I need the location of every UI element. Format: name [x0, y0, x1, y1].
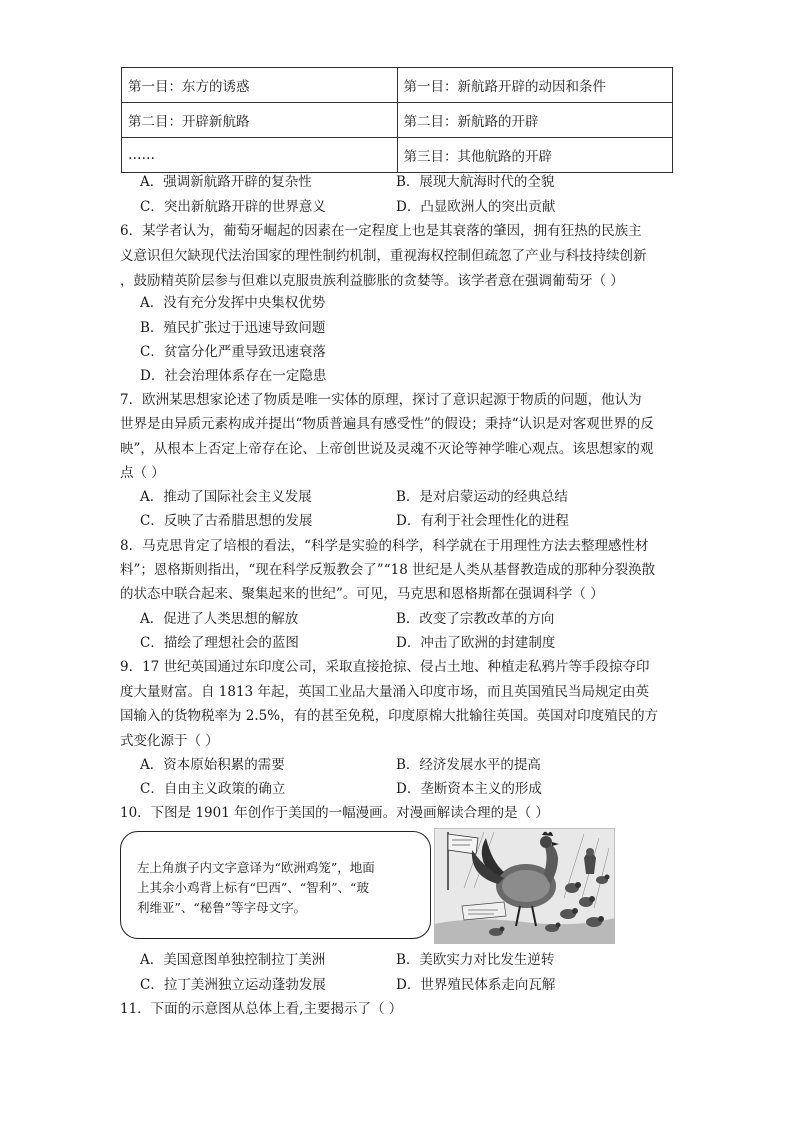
q7-option-c: C．反映了古希腊思想的发展	[140, 513, 313, 529]
q8-option-a: A．促进了人类思想的解放	[140, 611, 299, 627]
chapter-comparison-table	[121, 67, 673, 173]
rooster-cartoon-image	[434, 828, 615, 944]
q9-option-c: C．自由主义政策的确立	[140, 781, 286, 797]
q8-option-c: C．描绘了理想社会的蓝图	[140, 635, 299, 651]
caption-line: 上其余小鸡背上标有“巴西”、“智利”、“玻	[137, 880, 369, 895]
table-cell: 第三目：其他航路的开辟	[397, 138, 673, 173]
q8-option-b: B．改变了宗教改革的方向	[396, 611, 555, 627]
q6-stem-line: 6．某学者认为，葡萄牙崛起的因素在一定程度上也是其衰落的肇因，拥有狂热的民族主	[120, 223, 642, 239]
q10-option-d: D．世界殖民体系走向瓦解	[396, 977, 556, 993]
q10-option-c: C．拉丁美洲独立运动蓬勃发展	[140, 977, 326, 993]
q9-option-d: D．垄断资本主义的形成	[396, 781, 542, 797]
q6-stem-line: ，鼓励精英阶层参与但难以克服贵族利益膨胀的贪婪等。该学者意在强调葡萄牙（ ）	[120, 273, 624, 289]
q10-option-a: A．美国意图单独控制拉丁美洲	[140, 952, 326, 968]
q7-stem-line: 点（ ）	[120, 465, 165, 481]
table-cell: 第二目：开辟新航路	[122, 103, 398, 138]
table-cell: 第二目：新航路的开辟	[397, 103, 673, 138]
q6-option-b: B．殖民扩张过于迅速导致问题	[140, 320, 326, 336]
q8-stem-line: 料”；恩格斯则指出，“现在科学反叛教会了”“18 世纪是人类从基督教造成的那种分裂涣散	[120, 562, 656, 578]
table-cell: ……	[122, 138, 398, 173]
q5-option-c: C．突出新航路开辟的世界意义	[140, 199, 326, 215]
q6-option-a: A．没有充分发挥中央集权优势	[140, 295, 326, 311]
q8-stem-line: 的状态中联合起来、聚集起来的世纪”。可见，马克思和恩格斯都在强调科学（ ）	[120, 586, 604, 602]
q6-option-c: C．贫富分化严重导致迅速衰落	[140, 344, 326, 360]
caption-line: 左上角旗子内文字意译为“欧洲鸡笼”，地面	[137, 860, 375, 875]
q9-option-b: B．经济发展水平的提高	[396, 757, 541, 773]
q6-stem-line: 义意识但欠缺现代法治国家的理性制约机制，重视海权控制但疏忽了产业与科技持续创新	[120, 248, 647, 264]
q7-option-d: D．有利于社会理性化的进程	[396, 513, 569, 529]
q5-option-a: A．强调新航路开辟的复杂性	[140, 174, 312, 190]
q9-stem-line: 度大量财富。自 1813 年起，英国工业品大量涌入印度市场，而且英国殖民当局规定由英	[120, 684, 649, 700]
caption-line: 利维亚”、“秘鲁”等字母文字。	[137, 900, 307, 915]
cartoon-caption-box	[120, 831, 431, 939]
q9-option-a: A．资本原始积累的需要	[140, 757, 285, 773]
q9-stem-line: 式变化源于（ ）	[120, 733, 219, 749]
table-row	[122, 68, 673, 103]
q7-stem-line: 世界是由异质元素构成并提出“物质普遍具有感受性”的假设；秉持“认识是对客观世界的反	[120, 416, 654, 432]
q9-stem-line: 9．17 世纪英国通过东印度公司，采取直接抢掠、侵占土地、种植走私鸦片等手段掠夺印	[120, 659, 650, 675]
table-row	[122, 103, 673, 138]
table-cell: 第一目：新航路开辟的动因和条件	[397, 68, 673, 103]
q7-option-b: B．是对启蒙运动的经典总结	[396, 489, 568, 505]
table-cell: 第一目：东方的诱惑	[122, 68, 398, 103]
q9-stem-line: 国输入的货物税率为 2.5%，有的甚至免税，印度原棉大批输往英国。英国对印度殖民的方	[120, 708, 659, 724]
q8-option-d: D．冲击了欧洲的封建制度	[396, 635, 556, 651]
table-row	[122, 138, 673, 173]
q7-stem-line: 7．欧洲某思想家论述了物质是唯一实体的原理，探讨了意识起源于物质的问题，他认为	[120, 392, 642, 408]
q10-option-b: B．美欧实力对比发生逆转	[396, 952, 555, 968]
q10-stem: 10．下图是 1901 年创作于美国的一幅漫画。对漫画解读合理的是（ ）	[120, 805, 549, 821]
q7-option-a: A．推动了国际社会主义发展	[140, 489, 312, 505]
q8-stem-line: 8．马克思肯定了培根的看法，“科学是实验的科学，科学就在于用理性方法去整理感性材	[120, 538, 649, 554]
q5-option-b: B．展现大航海时代的全貌	[396, 174, 555, 190]
q5-option-d: D．凸显欧洲人的突出贡献	[396, 199, 556, 215]
q6-option-d: D．社会治理体系存在一定隐患	[140, 368, 327, 384]
q11-stem: 11．下面的示意图从总体上看,主要揭示了（ ）	[120, 1001, 403, 1017]
q7-stem-line: 映”，从根本上否定上帝存在论、上帝创世说及灵魂不灭论等神学唯心观点。该思想家的观	[120, 441, 654, 457]
